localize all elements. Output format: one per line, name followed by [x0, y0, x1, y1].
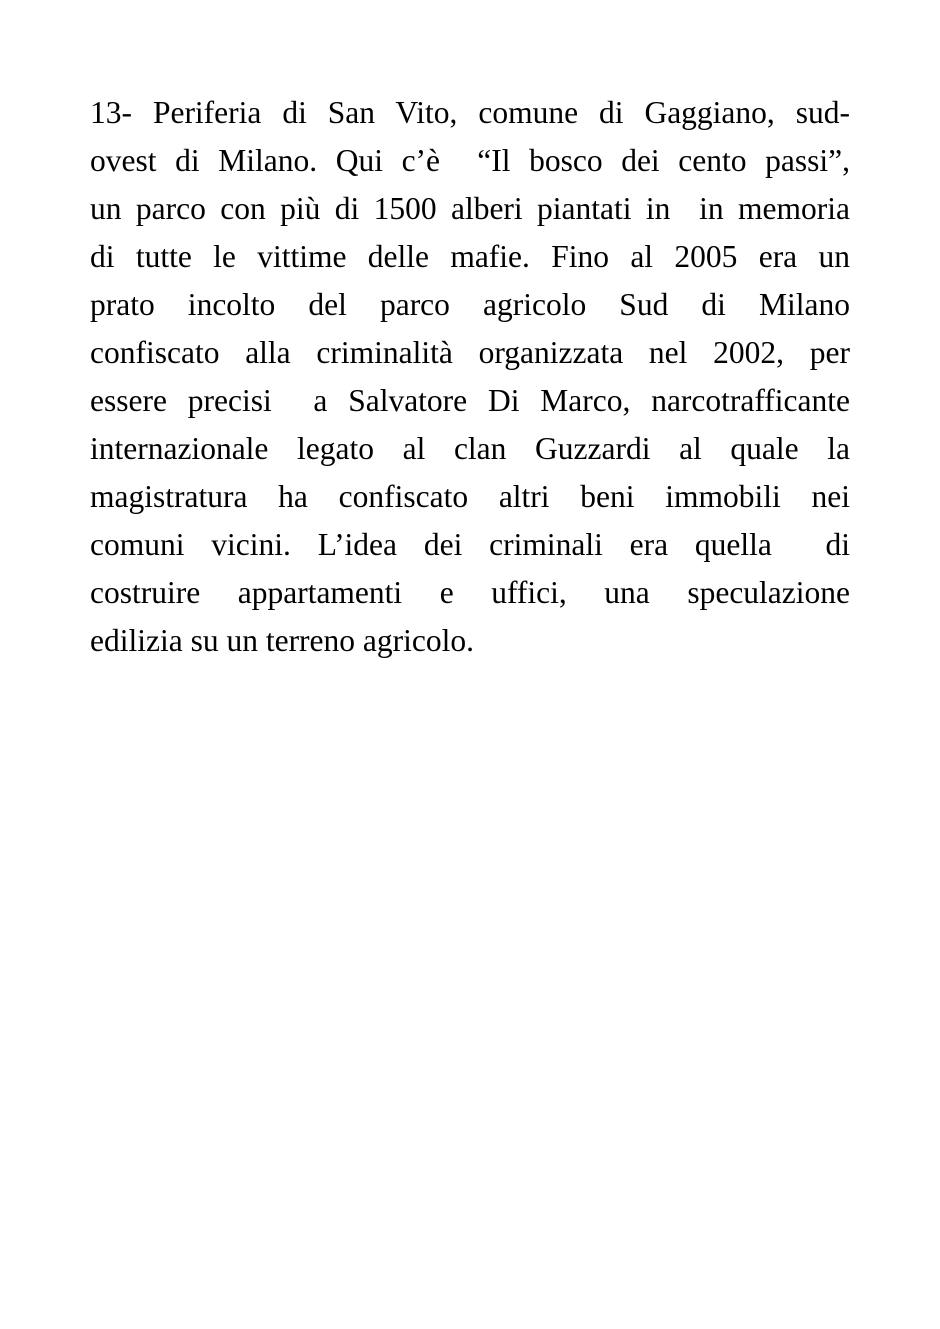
paragraph-line-11: costruire appartamenti e uffici, una speculazione	[90, 575, 850, 610]
paragraph-line-8: internazionale legato al clan Guzzardi al quale la	[90, 431, 850, 466]
paragraph-line-1: 13- Periferia di San Vito, comune di Gaggiano, sud-	[90, 95, 850, 130]
paragraph-line-7: essere precisi a Salvatore Di Marco, narcotrafficante	[90, 383, 850, 418]
paragraph-line-9: magistratura ha confiscato altri beni immobili nei	[90, 479, 850, 514]
paragraph-line-5: prato incolto del parco agricolo Sud di Milano	[90, 287, 850, 322]
paragraph-line-4: di tutte le vittime delle mafie. Fino al 2005 era un	[90, 239, 850, 274]
body-paragraph	[90, 89, 850, 665]
paragraph-line-12: edilizia su un terreno agricolo.	[90, 623, 474, 658]
paragraph-line-2: ovest di Milano. Qui c’è “Il bosco dei cento passi”,	[90, 143, 850, 178]
paragraph-line-6: confiscato alla criminalità organizzata nel 2002, per	[90, 335, 850, 370]
paragraph-line-10: comuni vicini. L’idea dei criminali era quella di	[90, 527, 850, 562]
paragraph-line-3: un parco con più di 1500 alberi piantati in in memoria	[90, 191, 850, 226]
